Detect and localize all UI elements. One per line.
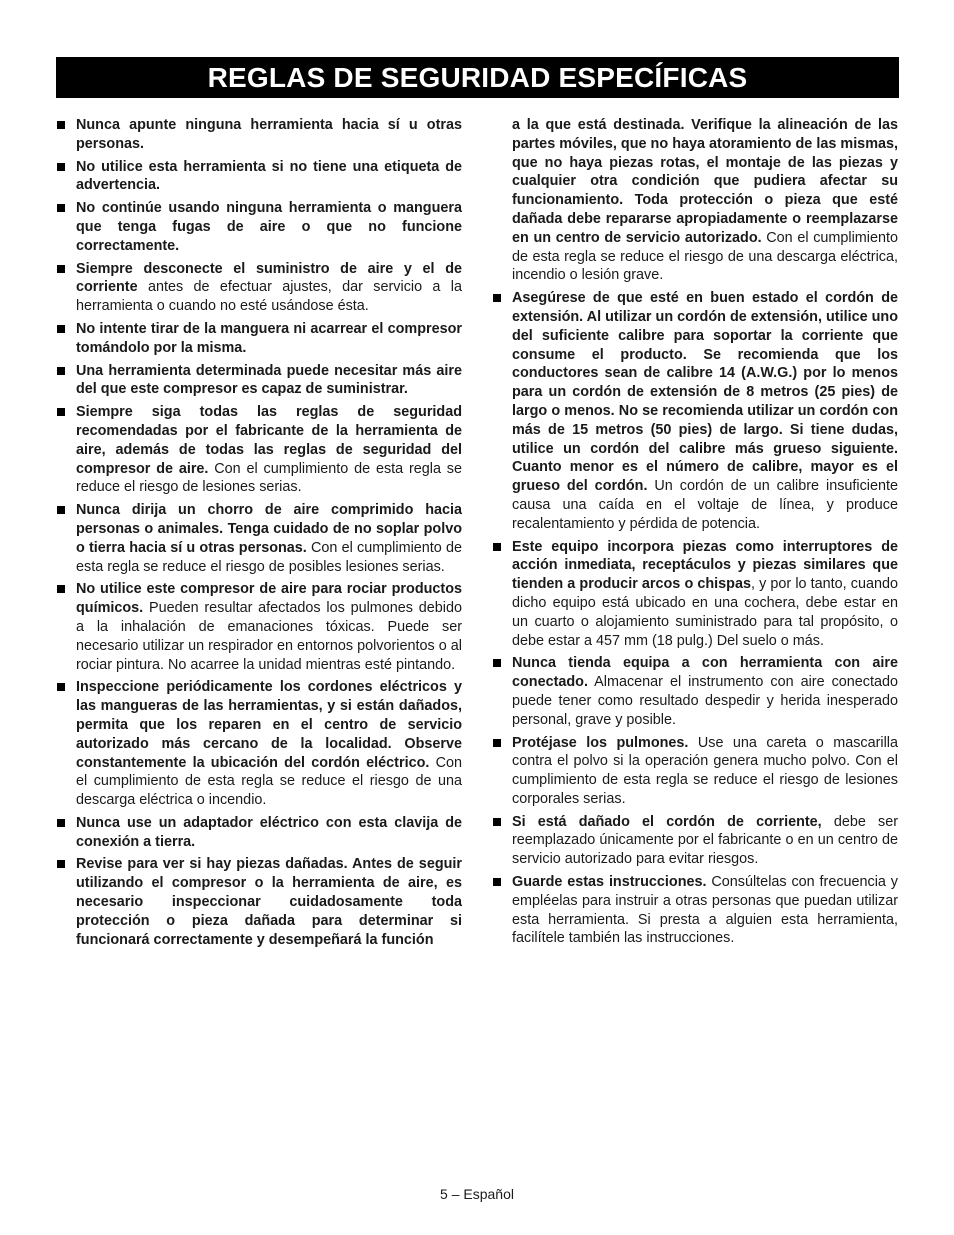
rule-item [56, 678, 462, 810]
rule-bold-text: Este equipo incorpora piezas como interruptores de acción inmediata, receptáculos y piezas similares que tienden a producir arcos o chispas [512, 538, 898, 593]
rule-normal-text: Con el cumplimiento de esta regla se reduce el riesgo de lesiones serias. [76, 460, 462, 496]
rule-item [56, 362, 462, 400]
rule-bold-text: No intente tirar de la manguera ni acarrear el compresor tomándolo por la misma. [76, 320, 462, 356]
rule-item [492, 734, 898, 809]
square-bullet-icon [493, 659, 501, 667]
rule-bold-text: No utilice este compresor de aire para rociar productos químicos. [76, 581, 462, 617]
rule-item-continuation [492, 116, 898, 285]
rule-item [56, 158, 462, 196]
rule-bold-text: Nunca use un adaptador eléctrico con esta clavija de conexión a tierra. [76, 814, 462, 850]
rule-item [56, 855, 462, 949]
square-bullet-icon [493, 543, 501, 551]
rule-item [56, 320, 462, 358]
square-bullet-icon [57, 860, 65, 868]
rule-bold-text: Inspeccione periódicamente los cordones eléctricos y las mangueras de las herramientas, y si están dañados, permita que los reparen en el centro de servicio autorizado más cercano de la localidad. Observe constantemente la ubicación del cordón eléctrico. [76, 679, 462, 771]
rule-bold-text: Una herramienta determinada puede necesitar más aire del que este compresor es capaz de suministrar. [76, 362, 462, 398]
rule-normal-text: Almacenar el instrumento con aire conectado puede tener como resultado despedir y herida inesperado personal, grave y posible. [512, 674, 898, 728]
rule-bold-text: Nunca dirija un chorro de aire comprimido hacia personas o animales. Tenga cuidado de no soplar polvo o tierra hacia sí u otras personas. [76, 502, 462, 556]
square-bullet-icon [57, 683, 65, 691]
rule-item [56, 403, 462, 497]
rule-item [56, 260, 462, 316]
rule-item [492, 289, 898, 533]
rule-item [56, 814, 462, 852]
square-bullet-icon [57, 121, 65, 129]
square-bullet-icon [57, 506, 65, 514]
square-bullet-icon [493, 878, 501, 886]
rule-normal-text: Con el cumplimiento de esta regla se reduce el riesgo de posibles lesiones serias. [76, 539, 462, 575]
page-number: 5 – Español [440, 1186, 514, 1202]
rule-bold-text: Nunca apunte ninguna herramienta hacia sí u otras personas. [76, 117, 462, 152]
rule-bold-text: Asegúrese de que esté en buen estado el cordón de extensión. Al utilizar un cordón de extensión, utilice uno del suficiente calibre para soportar la corriente que consume el producto. Se recomienda que los conductores sean de calibre 14 (A.W.G.) por lo menos para un cordón de extensión de 8 metros (25 pies) de largo o menos. No se recomienda utilizar un cordón con más de 15 metros (50 pies) de largo. Si tiene dudas, utilice un cordón del calibre más grueso siguiente. Cuanto menor es el número de calibre, mayor es el grueso del cordón. [512, 290, 898, 495]
rule-bold-text: Siempre siga todas las reglas de seguridad recomendadas por el fabricante de la herramienta de aire, además de todas las reglas de seguridad del compresor de aire. [76, 404, 462, 477]
square-bullet-icon [493, 294, 501, 302]
rule-item [492, 873, 898, 948]
square-bullet-icon [57, 265, 65, 273]
rule-bold-text: Si está dañado el cordón de corriente, [512, 813, 822, 830]
square-bullet-icon [57, 325, 65, 333]
rule-item [492, 538, 898, 651]
rule-bold-text: No continúe usando ninguna herramienta o manguera que tenga fugas de aire o que no funcione correctamente. [76, 200, 462, 254]
right-column [492, 116, 898, 952]
square-bullet-icon [493, 818, 501, 826]
rule-item [56, 501, 462, 576]
rule-item [492, 654, 898, 729]
rule-normal-text: Con el cumplimiento de esta regla se reduce el riesgo de una descarga eléctrica, incendio o lesión grave. [512, 229, 898, 284]
rule-item [56, 116, 462, 154]
rule-item [492, 813, 898, 869]
square-bullet-icon [57, 204, 65, 212]
rule-normal-text: Consúltelas con frecuencia y empléelas para instruir a otras personas que puedan utilizar esta herramienta. Si presta a alguien esta herramienta, facilítele también las instrucciones. [512, 874, 899, 947]
rule-normal-text: Use una careta o mascarilla contra el polvo si la operación genera mucho polvo. Con el cumplimiento de esta regla se reduce el riesgo de lesiones corporales serias. [512, 734, 898, 807]
rule-bold-text: a la que está destinada. Verifique la alineación de las partes móviles, que no haya atoramiento de las mismas, que no haya piezas rotas, el montaje de las piezas y cualquier otra condición que pudiera afectar su funcionamiento. Toda protección o pieza que esté dañada debe repararse apropiadamente o reemplazarse en un centro de servicio autorizado. [512, 117, 898, 246]
square-bullet-icon [57, 819, 65, 827]
square-bullet-icon [57, 367, 65, 375]
square-bullet-icon [57, 585, 65, 593]
rule-bold-text: No utilice esta herramienta si no tiene una etiqueta de advertencia. [76, 158, 462, 194]
rule-bold-text: Protéjase los pulmones. [512, 734, 689, 751]
rule-bold-text: Siempre desconecte el suministro de aire y el de corriente [76, 260, 462, 296]
rule-normal-text: antes de efectuar ajustes, dar servicio a la herramienta o cuando no esté usándose ésta. [76, 279, 462, 315]
rule-normal-text: Con el cumplimiento de esta regla se reduce el riesgo de una descarga eléctrica o incendio. [76, 754, 462, 809]
page-title: REGLAS DE SEGURIDAD ESPECÍFICAS [207, 61, 748, 93]
rule-item [56, 580, 462, 674]
left-column [56, 116, 462, 953]
section-title-bar [56, 57, 899, 98]
rule-normal-text: Un cordón de un calibre insuficiente causa una caída en el voltaje de línea, y produce recalentamiento y pérdida de potencia. [512, 478, 898, 532]
rule-normal-text: debe ser reemplazado únicamente por el fabricante o en un centro de servicio autorizado para evitar riesgos. [512, 813, 898, 868]
rule-normal-text: Pueden resultar afectados los pulmones debido a la inhalación de emanaciones tóxicas. Puede ser necesario utilizar un respirador en entornos polvorientos o al rociar pintura. No acarree la unidad mientras esté pintando. [76, 600, 462, 673]
square-bullet-icon [57, 163, 65, 171]
square-bullet-icon [493, 739, 501, 747]
square-bullet-icon [57, 408, 65, 416]
rule-bold-text: Guarde estas instrucciones. [512, 874, 707, 891]
rule-bold-text: Nunca tienda equipa a con herramienta con aire conectado. [512, 655, 898, 691]
rule-normal-text: , y por lo tanto, cuando dicho equipo está ubicado en una cochera, debe estar en un cuarto o alojamiento suministrado para tal propósito, o debe estar a 457 mm (18 pulg.) Del suelo o más. [512, 576, 898, 649]
rule-item [56, 199, 462, 255]
rule-bold-text: Revise para ver si hay piezas dañadas. Antes de seguir utilizando el compresor o la herramienta de aire, es necesario inspeccionar cuidadosamente toda protección o pieza dañada para determinar si funcionará correctamente y desempeñará la función [76, 856, 462, 948]
